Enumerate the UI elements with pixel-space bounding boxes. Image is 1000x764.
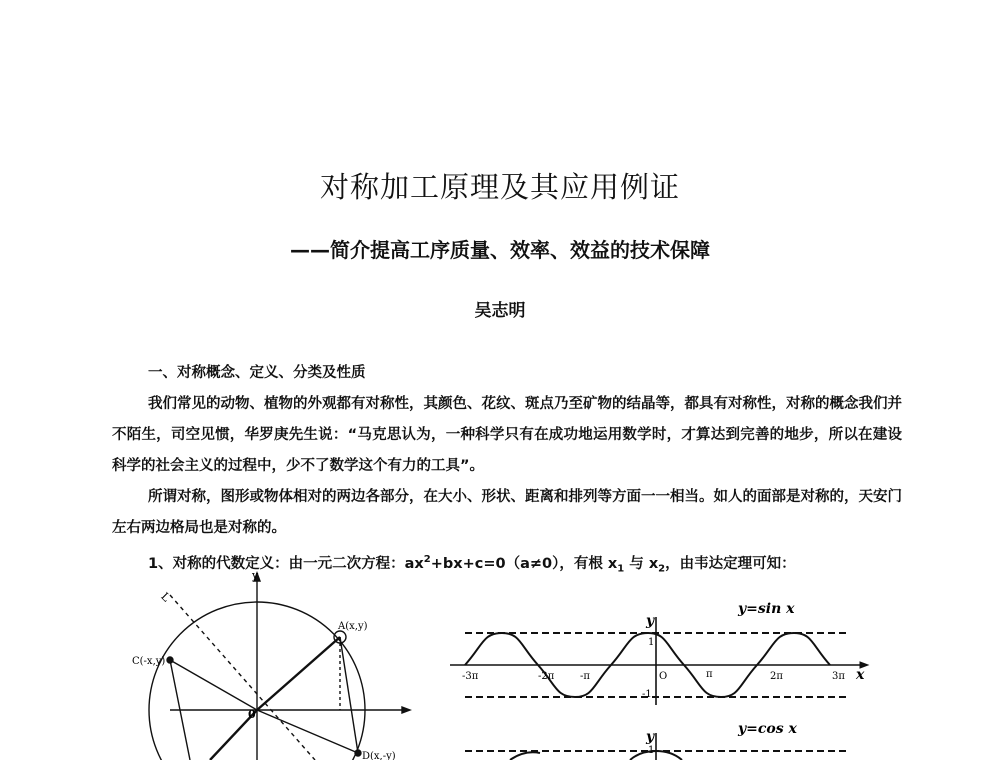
x-axis-arrow (402, 707, 410, 713)
section-heading: 一、对称概念、定义、分类及性质 (148, 365, 366, 381)
para3-prefix: 1、对称的代数定义：由一元二次方程：ax (148, 555, 424, 572)
label-c: C(-x,y) (132, 656, 166, 667)
cosine-one: 1 (648, 745, 655, 756)
body-text (112, 358, 902, 585)
label-a: A(x,y) (338, 621, 368, 632)
sine-minus-one: -1 (642, 689, 652, 700)
label-y: y (252, 569, 259, 582)
point-d-marker (355, 750, 361, 756)
para3-equation: +bx+c=0（a≠0），有根 x (430, 555, 618, 572)
paragraph-2: 所谓对称，图形或物体相对的两边各部分，在大小、形状、距离和排列等方面一一相当。如人的面部是对称的，天安门左右两边格局也是对称的。 (112, 489, 902, 536)
author-name: 吴志明 (474, 301, 526, 321)
sine-tick-2: -π (580, 671, 590, 682)
sine-tick-5: 2π (770, 671, 783, 682)
para3-sub1: 1 (617, 563, 625, 575)
para3-tail: ，由韦达定理可知： (665, 555, 796, 572)
segment-od (257, 710, 358, 753)
sine-label: y=sin x (738, 601, 795, 617)
para3-superscript: 2 (423, 554, 431, 565)
paper-title: 对称加工原理及其应用例证 (319, 170, 680, 204)
cosine-axis-y: y (646, 729, 655, 745)
segment-oc (170, 660, 257, 710)
label-origin: 0 (248, 708, 256, 721)
para3-sub2: 2 (658, 563, 666, 575)
sine-tick-1: -2π (538, 671, 555, 682)
para3-mid: 与 x (624, 555, 659, 572)
figures (110, 565, 890, 760)
point-c-marker (167, 657, 173, 663)
segment-oa (257, 637, 340, 710)
sine-tick-4: π (706, 669, 713, 680)
figure-svg (110, 565, 890, 760)
sine-tick-6: 3π (832, 671, 845, 682)
paper-subtitle: ——简介提高工序质量、效率、效益的技术保障 (290, 238, 710, 262)
sine-axis-y: y (646, 613, 655, 629)
label-d: D(x,-y) (362, 751, 396, 760)
label-l: L (158, 589, 173, 605)
sine-tick-0: -3π (462, 671, 479, 682)
sine-one: 1 (648, 637, 655, 648)
circle-figure (149, 573, 410, 760)
cosine-label: y=cos x (738, 721, 797, 737)
sine-axis-x: x (856, 667, 865, 683)
sine-tick-3: O (659, 671, 668, 682)
paragraph-1: 我们常见的动物、植物的外观都有对称性，其颜色、花纹、斑点乃至矿物的结晶等，都具有对称性，对称的概念我们并不陌生，司空见惯，华罗庚先生说：“马克思认为，一种科学只有在成功地运用数学时，才算达到完善的地步，所以在建设科学的社会主义的过程中，少不了数学这个有力的工具”。 (112, 396, 902, 474)
cosine-graph (465, 733, 850, 760)
sine-graph (450, 617, 868, 705)
